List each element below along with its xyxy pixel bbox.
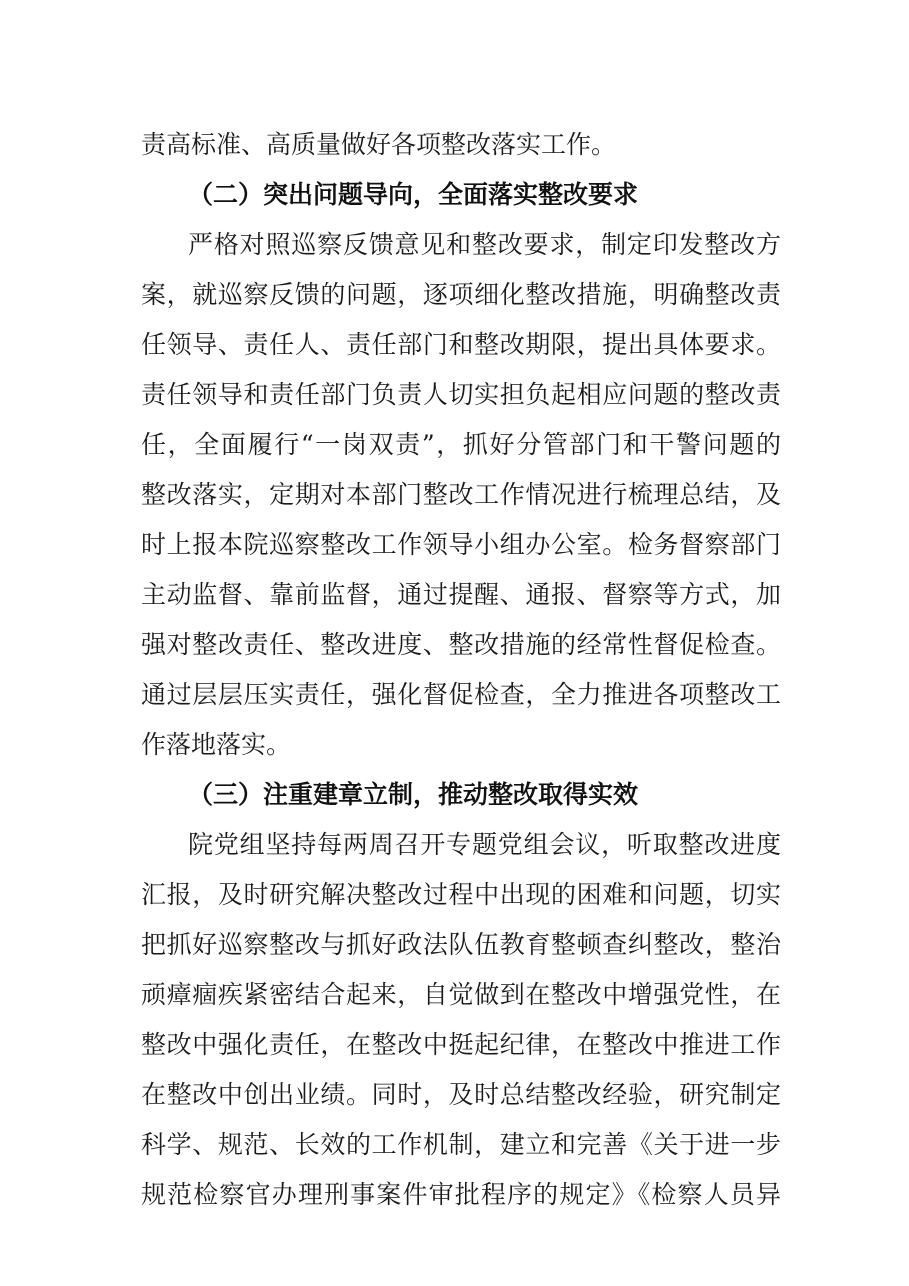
paragraph-line: 科学、规范、长效的工作机制，建立和完善《关于进一步 <box>141 1130 781 1159</box>
paragraph-line: 强对整改责任、整改进度、整改措施的经常性督促检查。 <box>141 630 781 659</box>
paragraph-line: 任领导、责任人、责任部门和整改期限，提出具体要求。 <box>141 330 781 359</box>
paragraph-line: 严格对照巡察反馈意见和整改要求，制定印发整改方 <box>188 230 781 259</box>
paragraph-line: 作落地落实。 <box>141 730 292 759</box>
paragraph-line: 案，就巡察反馈的问题，逐项细化整改措施，明确整改责 <box>141 280 781 309</box>
paragraph-line: 时上报本院巡察整改工作领导小组办公室。检务督察部门 <box>141 530 781 559</box>
paragraph-line: 任，全面履行“一岗双责”，抓好分管部门和干警问题的 <box>141 430 781 459</box>
paragraph-line: 院党组坚持每两周召开专题党组会议，听取整改进度 <box>188 830 781 859</box>
continuation-line: 责高标准、高质量做好各项整改落实工作。 <box>141 130 617 159</box>
section-heading-3: （三）注重建章立制，推动整改取得实效 <box>188 780 639 809</box>
paragraph-line: 规范检察官办理刑事案件审批程序的规定》《检察人员异 <box>141 1180 781 1209</box>
paragraph-line: 整改落实，定期对本部门整改工作情况进行梳理总结，及 <box>141 480 781 509</box>
paragraph-line: 主动监督、靠前监督，通过提醒、通报、督察等方式，加 <box>141 580 781 609</box>
paragraph-line: 把抓好巡察整改与抓好政法队伍教育整顿查纠整改，整治 <box>141 930 781 959</box>
section-heading-2: （二）突出问题导向，全面落实整改要求 <box>188 180 639 209</box>
paragraph-line: 在整改中创出业绩。同时，及时总结整改经验，研究制定 <box>141 1080 781 1109</box>
paragraph-line: 通过层层压实责任，强化督促检查，全力推进各项整改工 <box>141 680 781 709</box>
paragraph-line: 责任领导和责任部门负责人切实担负起相应问题的整改责 <box>141 380 781 409</box>
paragraph-line: 顽瘴痼疾紧密结合起来，自觉做到在整改中增强党性，在 <box>141 980 781 1009</box>
paragraph-line: 整改中强化责任，在整改中挺起纪律，在整改中推进工作 <box>141 1030 781 1059</box>
paragraph-line: 汇报，及时研究解决整改过程中出现的困难和问题，切实 <box>141 880 781 909</box>
